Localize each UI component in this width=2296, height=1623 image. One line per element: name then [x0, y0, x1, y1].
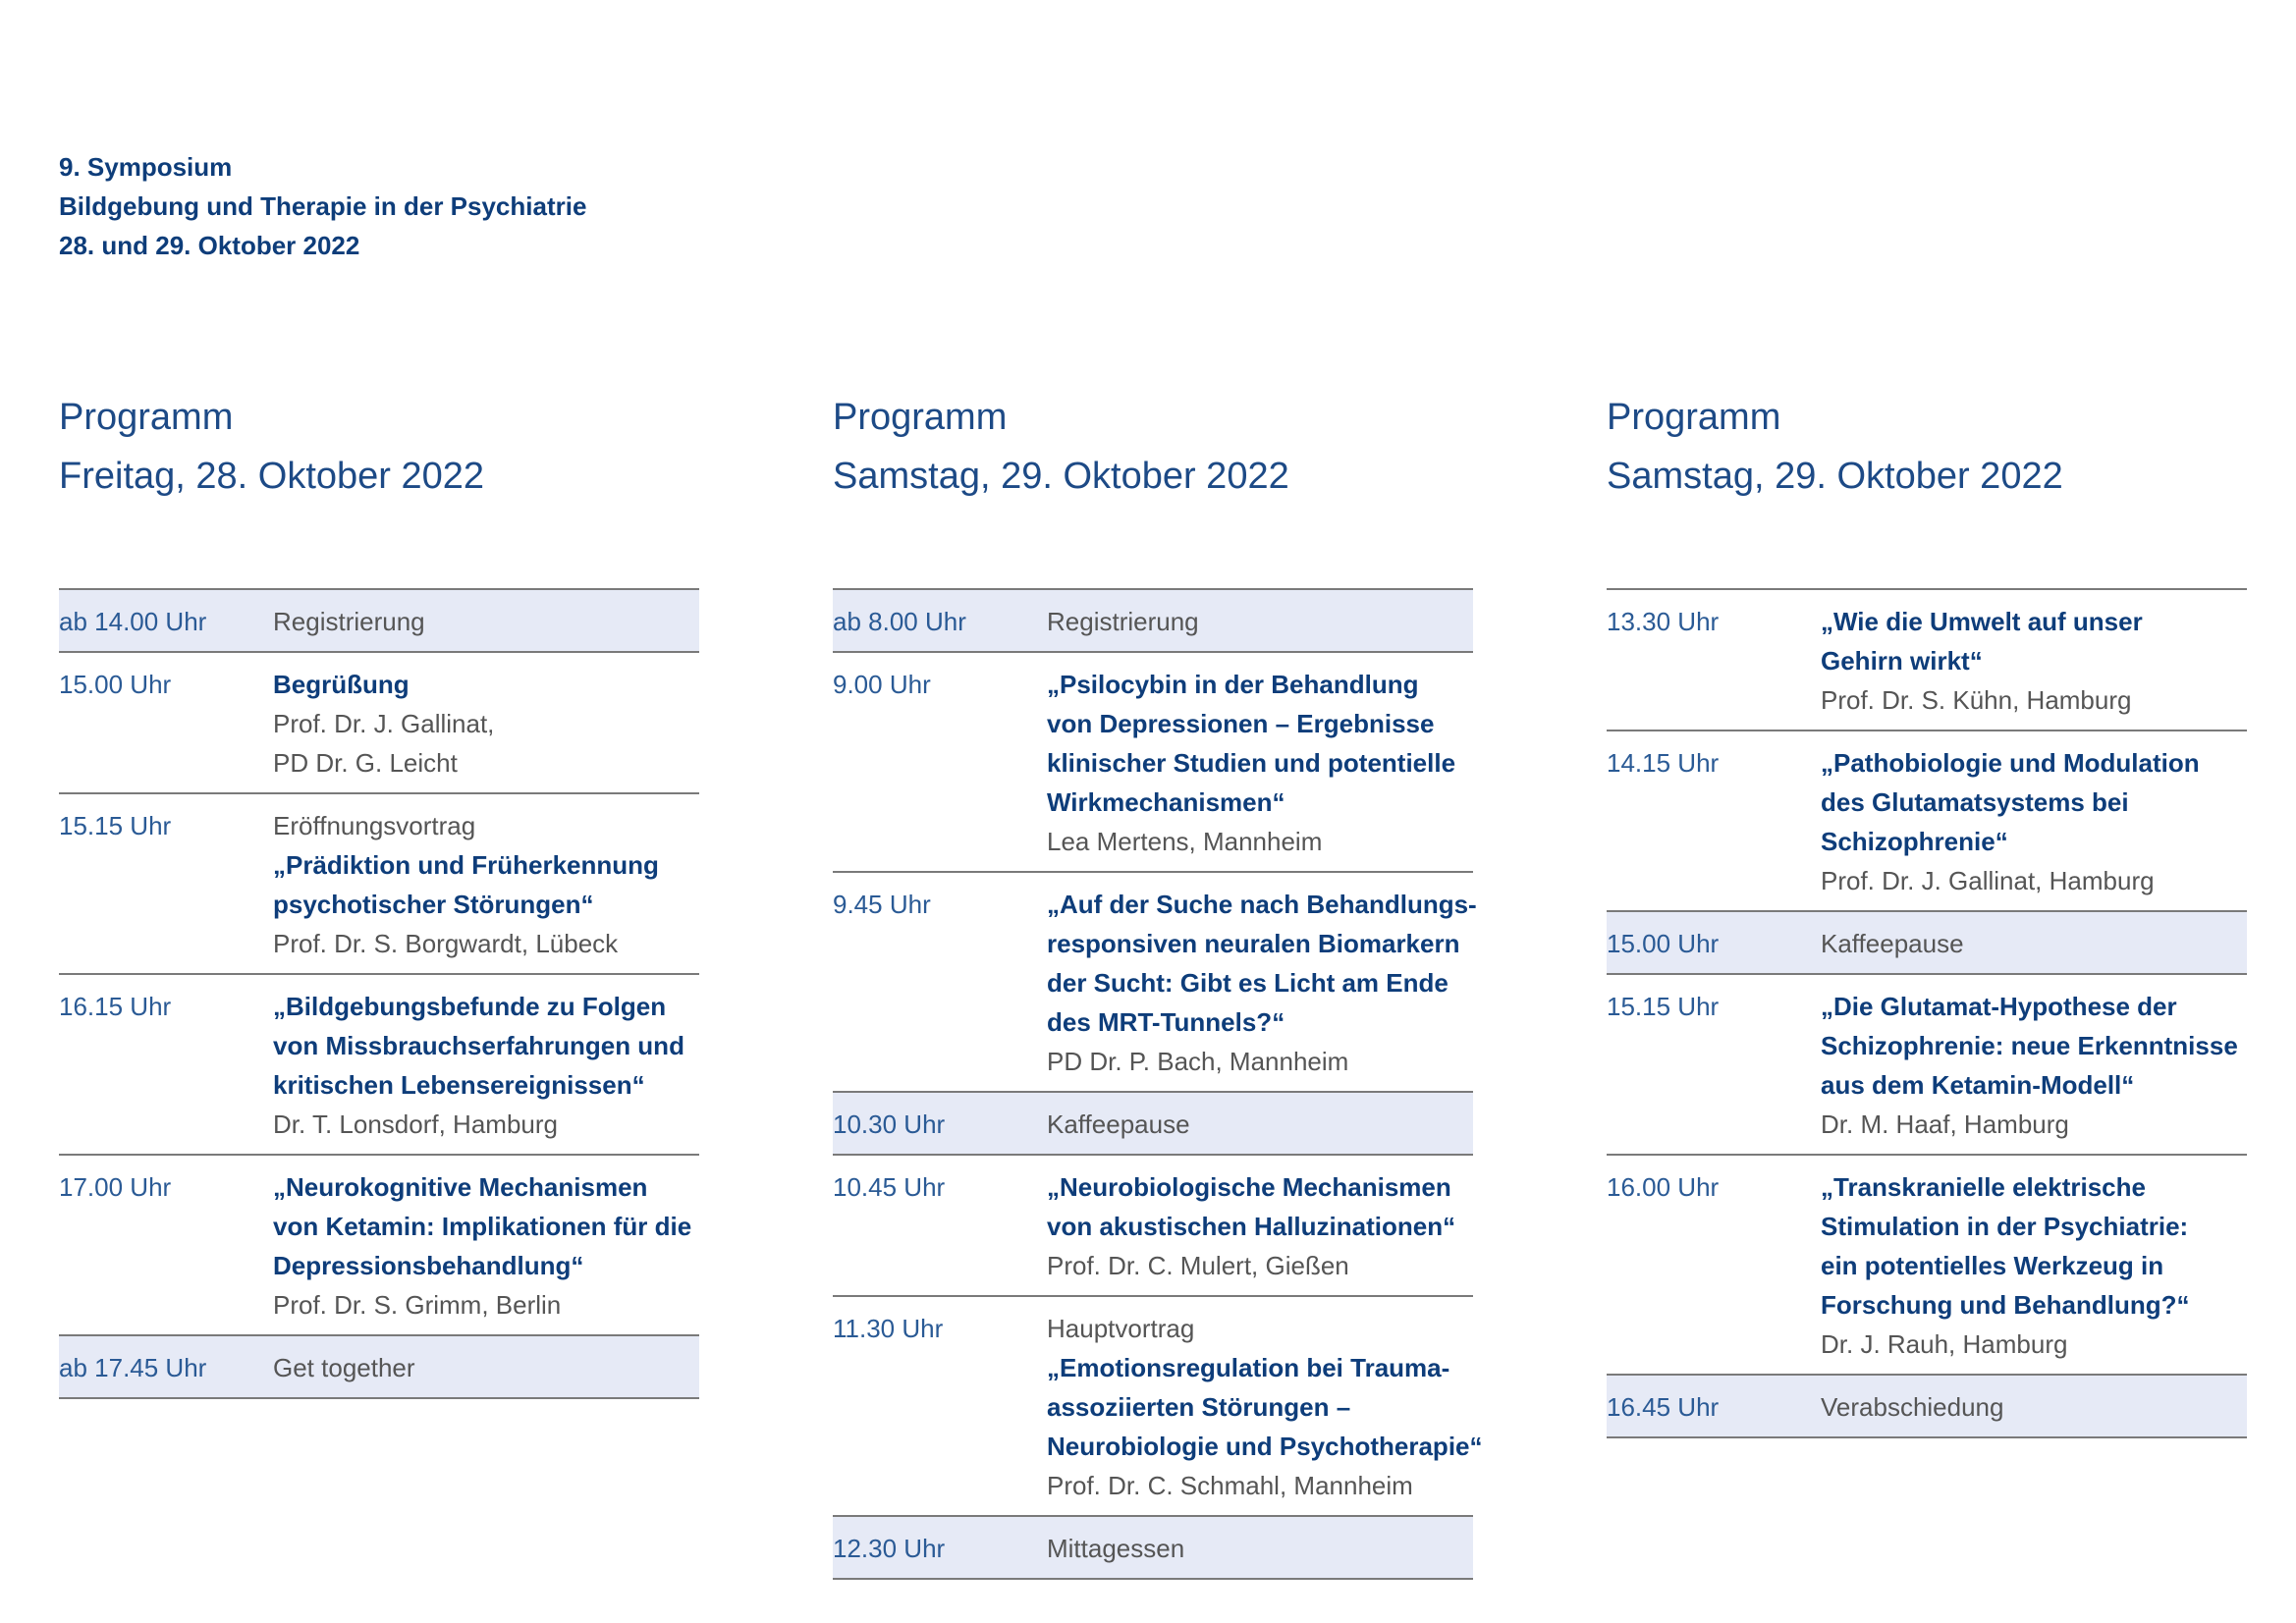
session-title-line: „Psilocybin in der Behandlung [1047, 670, 1419, 699]
session-title-line: klinischer Studien und potentielle [1047, 748, 1456, 778]
program-column-2 [833, 388, 1483, 1580]
session-info-line: Verabschiedung [1821, 1392, 2004, 1422]
session-title-line: Depressionsbehandlung“ [273, 1251, 584, 1280]
session-title-line: „Bildgebungsbefunde zu Folgen [273, 992, 667, 1021]
session-time: 10.30 Uhr [833, 1109, 946, 1139]
session-time: 16.45 Uhr [1607, 1392, 1720, 1422]
schedule-row [1607, 731, 2247, 912]
session-info-line: Dr. J. Rauh, Hamburg [1821, 1329, 2068, 1359]
session-title-line: „Neurobiologische Mechanismen [1047, 1172, 1451, 1202]
session-title-line: psychotischer Störungen“ [273, 890, 594, 919]
session-time: ab 17.45 Uhr [59, 1353, 207, 1382]
session-info-line: Prof. Dr. J. Gallinat, Hamburg [1821, 866, 2155, 895]
session-content [1821, 602, 2247, 720]
session-info-line: Dr. M. Haaf, Hamburg [1821, 1109, 2069, 1139]
session-content [273, 806, 699, 963]
session-time: 15.00 Uhr [1607, 929, 1720, 958]
session-content [1047, 1167, 1473, 1285]
session-title-line: Wirkmechanismen“ [1047, 787, 1285, 817]
session-content [273, 1348, 699, 1387]
schedule-row [59, 975, 699, 1156]
schedule-row [833, 590, 1473, 653]
schedule-row [833, 1297, 1483, 1517]
session-content [273, 987, 699, 1144]
session-info-line: Prof. Dr. C. Schmahl, Mannheim [1047, 1471, 1413, 1500]
session-info-line: Registrierung [1047, 607, 1199, 636]
session-info-line: Kaffeepause [1047, 1109, 1190, 1139]
session-content [1047, 1105, 1473, 1144]
session-title-line: des MRT-Tunnels?“ [1047, 1007, 1285, 1037]
schedule-row [59, 1156, 699, 1336]
session-content [1821, 1387, 2247, 1427]
session-info-line: PD Dr. G. Leicht [273, 748, 458, 778]
session-title-line: Schizophrenie“ [1821, 827, 2008, 856]
header-line-1: 9. Symposium [59, 152, 233, 182]
schedule-row [833, 873, 1477, 1093]
session-title-line: von Missbrauchserfahrungen und [273, 1031, 684, 1060]
session-title-line: von Ketamin: Implikationen für die [273, 1212, 692, 1241]
session-time: 13.30 Uhr [1607, 607, 1720, 636]
schedule-table [1607, 588, 2247, 1438]
session-title-line: des Glutamatsystems bei [1821, 787, 2129, 817]
session-time: 16.00 Uhr [1607, 1172, 1720, 1202]
session-time: ab 8.00 Uhr [833, 607, 966, 636]
session-info-line: Get together [273, 1353, 415, 1382]
column-title-programm: Programm [1607, 397, 1781, 438]
session-content [1047, 885, 1477, 1081]
session-info-line: Kaffeepause [1821, 929, 1964, 958]
session-info-line: Prof. Dr. J. Gallinat, [273, 709, 495, 738]
schedule-table [59, 588, 699, 1399]
session-time: 14.15 Uhr [1607, 748, 1720, 778]
session-title-line: Stimulation in der Psychiatrie: [1821, 1212, 2189, 1241]
session-title-line: der Sucht: Gibt es Licht am Ende [1047, 968, 1449, 998]
schedule-row [59, 653, 699, 794]
session-title-line: assoziierten Störungen – [1047, 1392, 1351, 1422]
column-title-date: Samstag, 29. Oktober 2022 [1607, 456, 2063, 497]
schedule-row [833, 653, 1473, 873]
session-title-line: „Prädiktion und Früherkennung [273, 850, 659, 880]
column-title-programm: Programm [59, 397, 234, 438]
schedule-row [833, 1156, 1473, 1297]
session-time: ab 14.00 Uhr [59, 607, 207, 636]
session-info-line: Registrierung [273, 607, 425, 636]
session-content [1047, 1529, 1473, 1568]
session-title-line: Begrüßung [273, 670, 410, 699]
column-title-programm: Programm [833, 397, 1008, 438]
session-title-line: „Emotionsregulation bei Trauma- [1047, 1353, 1450, 1382]
session-content [1047, 1309, 1483, 1505]
header-line-2: Bildgebung und Therapie in der Psychiatrie [59, 191, 587, 221]
session-time: 9.45 Uhr [833, 890, 931, 919]
session-time: 15.15 Uhr [59, 811, 172, 840]
session-info-line: Dr. T. Lonsdorf, Hamburg [273, 1109, 558, 1139]
session-title-line: „Transkranielle elektrische [1821, 1172, 2146, 1202]
schedule-row [1607, 590, 2247, 731]
schedule-row [59, 794, 699, 975]
schedule-table [833, 588, 1483, 1580]
session-content [1821, 924, 2247, 963]
session-title-line: „Pathobiologie und Modulation [1821, 748, 2200, 778]
session-content [1821, 743, 2247, 900]
session-title-line: „Neurokognitive Mechanismen [273, 1172, 648, 1202]
session-title-line: responsiven neuralen Biomarkern [1047, 929, 1460, 958]
session-title-line: Schizophrenie: neue Erkenntnisse [1821, 1031, 2238, 1060]
schedule-row [1607, 975, 2247, 1156]
session-title-line: Gehirn wirkt“ [1821, 646, 1983, 676]
schedule-row [59, 1336, 699, 1399]
schedule-row [1607, 912, 2247, 975]
schedule-row [59, 590, 699, 653]
session-time: 15.15 Uhr [1607, 992, 1720, 1021]
schedule-row [833, 1517, 1473, 1580]
session-content [1821, 1167, 2247, 1364]
session-info-line: Prof. Dr. S. Grimm, Berlin [273, 1290, 562, 1320]
session-info-line: Lea Mertens, Mannheim [1047, 827, 1323, 856]
header-line-3: 28. und 29. Oktober 2022 [59, 231, 360, 260]
session-time: 9.00 Uhr [833, 670, 931, 699]
session-info-line: PD Dr. P. Bach, Mannheim [1047, 1047, 1349, 1076]
session-title-line: Neurobiologie und Psychotherapie“ [1047, 1432, 1483, 1461]
session-info-line: Prof. Dr. S. Kühn, Hamburg [1821, 685, 2132, 715]
session-content [273, 1167, 699, 1325]
session-title-line: kritischen Lebensereignissen“ [273, 1070, 645, 1100]
session-info-line: Eröffnungsvortrag [273, 811, 476, 840]
session-content [1047, 602, 1473, 641]
schedule-row [1607, 1156, 2247, 1376]
session-content [273, 665, 699, 783]
session-title-line: von akustischen Halluzinationen“ [1047, 1212, 1456, 1241]
session-info-line: Prof. Dr. S. Borgwardt, Lübeck [273, 929, 619, 958]
session-info-line: Mittagessen [1047, 1534, 1185, 1563]
column-title-date: Samstag, 29. Oktober 2022 [833, 456, 1289, 497]
schedule-row [1607, 1376, 2247, 1438]
session-title-line: Forschung und Behandlung?“ [1821, 1290, 2190, 1320]
session-title-line: von Depressionen – Ergebnisse [1047, 709, 1435, 738]
session-time: 10.45 Uhr [833, 1172, 946, 1202]
symposium-header [59, 147, 586, 265]
schedule-row [833, 1093, 1473, 1156]
session-time: 12.30 Uhr [833, 1534, 946, 1563]
session-info-line: Hauptvortrag [1047, 1314, 1195, 1343]
session-time: 16.15 Uhr [59, 992, 172, 1021]
session-title-line: „Auf der Suche nach Behandlungs- [1047, 890, 1477, 919]
session-content [273, 602, 699, 641]
session-title-line: „Die Glutamat-Hypothese der [1821, 992, 2177, 1021]
program-column-3 [1607, 388, 2247, 1438]
session-content [1821, 987, 2247, 1144]
session-time: 15.00 Uhr [59, 670, 172, 699]
column-title-date: Freitag, 28. Oktober 2022 [59, 456, 485, 497]
session-title-line: „Wie die Umwelt auf unser [1821, 607, 2143, 636]
session-time: 17.00 Uhr [59, 1172, 172, 1202]
session-content [1047, 665, 1473, 861]
session-time: 11.30 Uhr [833, 1314, 944, 1343]
session-title-line: aus dem Ketamin-Modell“ [1821, 1070, 2135, 1100]
program-column-1 [59, 388, 699, 1399]
session-info-line: Prof. Dr. C. Mulert, Gießen [1047, 1251, 1349, 1280]
session-title-line: ein potentielles Werkzeug in [1821, 1251, 2164, 1280]
